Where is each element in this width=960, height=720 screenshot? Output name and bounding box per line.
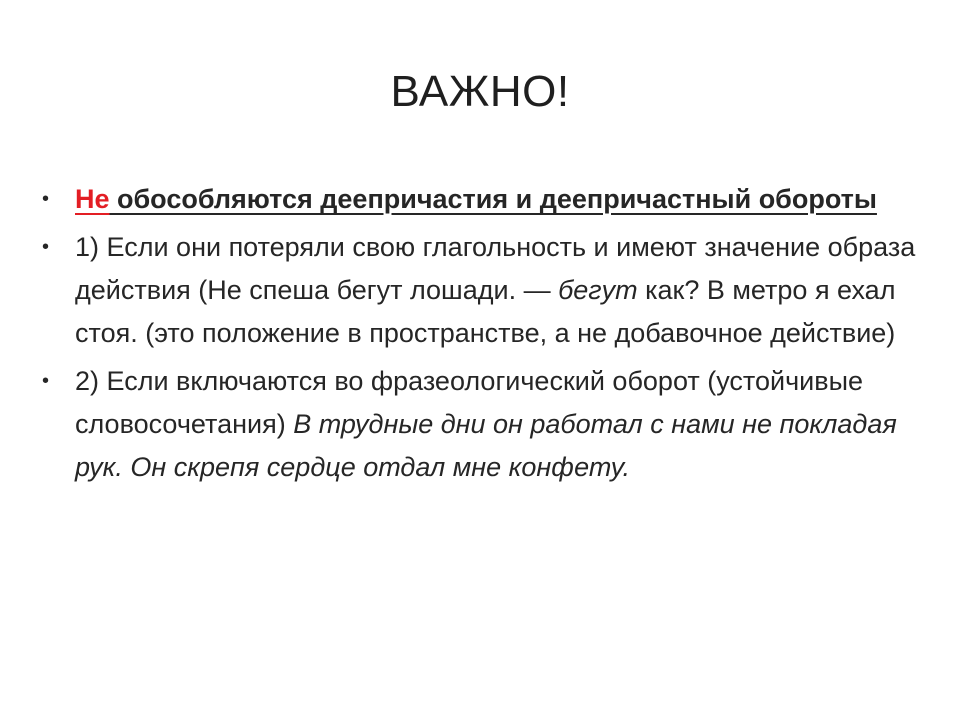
case-1-text-end: как? В метро я ехал стоя. (это положение в пространстве, а не добавочное действие) [75,275,896,348]
slide-title: ВАЖНО! [390,67,570,116]
rule-statement [75,184,877,214]
bullet-rule [42,178,922,221]
bullet-marker: • [42,370,50,392]
case-1-text: 1) Если они потеряли свою глагольность и имеют значение образа действия (Не спеша бегут лошади. — [75,232,916,305]
bullet-case-1 [42,226,922,355]
bullet-marker: • [42,188,50,210]
bullet-marker: • [42,236,50,258]
rule-text: обособляются деепричастия и деепричастный обороты [109,184,877,214]
negation-highlight: Не [75,184,110,214]
case-1-italic: бегут [558,275,638,305]
case-2-example: В трудные дни он работал с нами не покладая рук. Он скрепя сердце отдал мне конфету. [75,409,897,482]
bullet-case-2 [42,360,922,489]
bullet-list [42,178,922,494]
case-2-text: 2) Если включаются во фразеологический оборот (устойчивые словосочетания) [75,366,863,439]
